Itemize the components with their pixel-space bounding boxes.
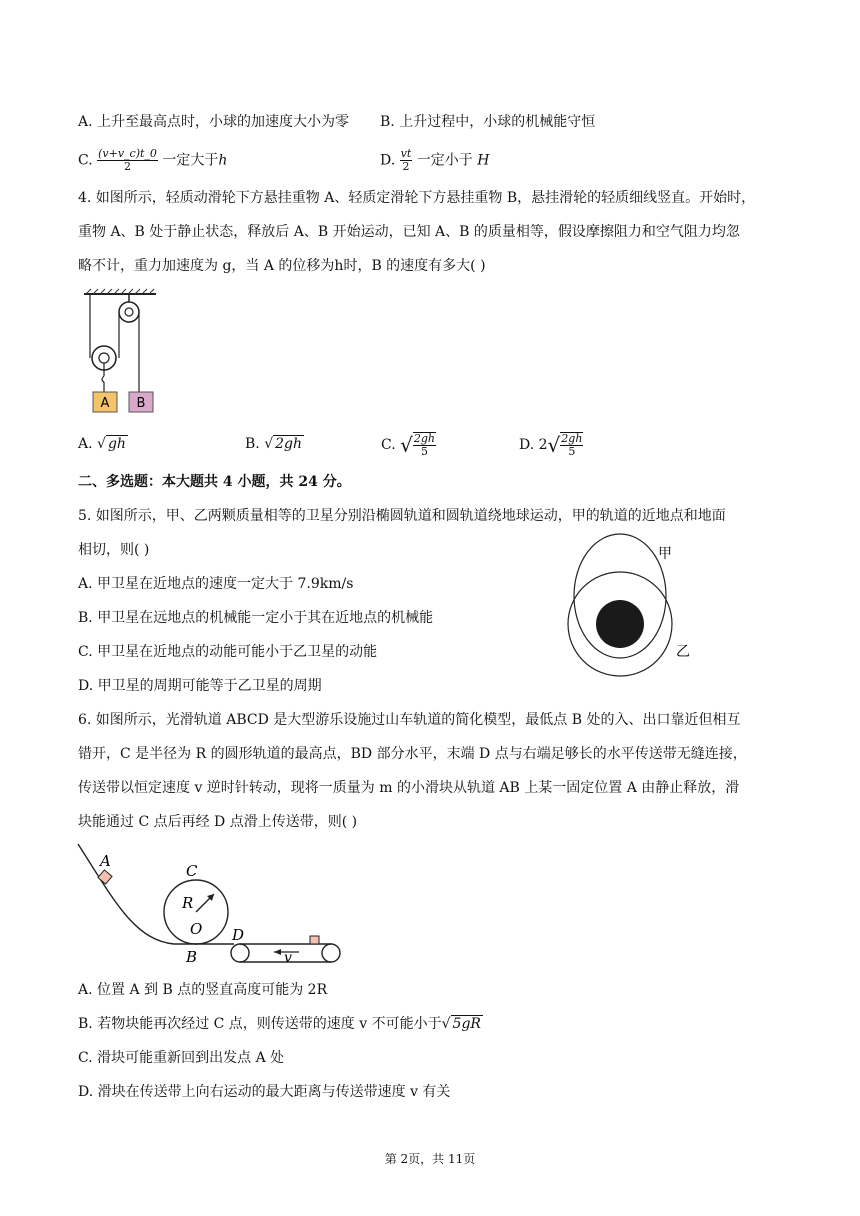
fig-label-d: D [232, 926, 245, 944]
block-b-label: B [136, 396, 146, 411]
q4-option-b-prefix: B. [245, 436, 265, 452]
q6-stem-line4: 块能通过 C 点后再经 D 点滑上传送带，则( ) [78, 814, 358, 830]
q5-stem-line2: 相切，则( ) [78, 542, 150, 558]
label-jia: 甲 [658, 546, 672, 562]
q4-option-d-fraction [560, 432, 583, 458]
q3-option-d-prefix: D. [380, 152, 400, 169]
q6-stem-line2: 错开，C 是半径为 R 的圆形轨道的最高点，BD 部分水平，末端 D 点与右端足够长的水平传送带无缝连接， [78, 746, 747, 762]
q4-stem-line1: 4. 如图所示，轻质动滑轮下方悬挂重物 A、轻质定滑轮下方悬挂重物 B，悬挂滑轮的轻质细线竖直。开始时， [78, 190, 756, 206]
roller-coaster-diagram [74, 840, 354, 970]
q6-option-b-text: B. 若物块能再次经过 C 点，则传送带的速度 v 不可能小于 [78, 1016, 442, 1032]
q4-option-c-prefix: C. [381, 437, 401, 453]
fig-label-a: A [100, 852, 111, 870]
label-yi: 乙 [676, 644, 690, 660]
fig-label-v: v [284, 950, 292, 966]
q4-option-b [245, 434, 304, 454]
page-footer: 第 2页，共 11页 [384, 1152, 476, 1166]
q3-option-a: A. 上升至最高点时，小球的加速度大小为零 [78, 114, 350, 130]
q3-option-c-numerator: (v+v_c)t_0 [98, 147, 157, 160]
q4-option-c-fraction [413, 432, 436, 458]
orbit-diagram [560, 530, 710, 680]
q3-option-b: B. 上升过程中，小球的机械能守恒 [380, 114, 596, 130]
q4-option-d-prefix: D. 2 [519, 437, 548, 453]
q4-option-d-denominator: 5 [568, 445, 576, 458]
q5-stem-line1: 5. 如图所示，甲、乙两颗质量相等的卫星分别沿椭圆轨道和圆轨道绕地球运动，甲的轨道的近地点和地面 [78, 508, 726, 524]
q5-option-d: D. 甲卫星的周期可能等于乙卫星的周期 [78, 678, 322, 694]
fig-label-r: R [182, 894, 194, 912]
sqrt-symbol: √ [441, 1016, 451, 1032]
q3-option-d-var: H [477, 152, 490, 169]
q6-option-b-radicand: 5gR [452, 1016, 481, 1032]
q5-option-c: C. 甲卫星在近地点的动能可能小于乙卫星的动能 [78, 644, 378, 660]
sqrt-symbol: √ [264, 436, 274, 452]
q4-stem-line3: 略不计，重力加速度为 g，当 A 的位移为h时，B 的速度有多大( ) [78, 258, 486, 274]
q3-option-c-fraction [97, 148, 158, 173]
q6-option-d: D. 滑块在传送带上向右运动的最大距离与传送带速度 v 有关 [78, 1084, 451, 1100]
q3-option-c-var: h [218, 152, 228, 169]
q3-option-c-prefix: C. [78, 152, 98, 169]
q3-option-d-suffix: 一定小于 [416, 152, 478, 169]
sqrt-symbol: √ [400, 433, 413, 457]
fig-label-o: O [190, 920, 203, 938]
q4-option-c-numerator: 2gh [413, 432, 435, 445]
q5-option-a: A. 甲卫星在近地点的速度一定大于 7.9km/s [78, 576, 354, 592]
q3-option-c [78, 148, 227, 173]
q3-option-c-denominator: 2 [124, 160, 132, 173]
q6-option-a: A. 位置 A 到 B 点的竖直高度可能为 2R [78, 982, 328, 998]
q4-option-d [519, 432, 583, 458]
q6-stem-line1: 6. 如图所示，光滑轨道 ABCD 是大型游乐设施过山车轨道的简化模型，最低点 B 处的入、出口靠近但相互 [78, 712, 741, 728]
q3-option-d-numerator: vt [400, 147, 412, 160]
sqrt-symbol: √ [97, 436, 106, 452]
pulley-diagram [82, 288, 162, 416]
fig-label-c: C [186, 862, 198, 880]
q4-option-c-denominator: 5 [420, 445, 428, 458]
sqrt-symbol: √ [547, 433, 561, 457]
q4-option-c [381, 432, 436, 458]
q3-option-c-suffix: 一定大于 [162, 152, 219, 169]
q4-option-a-prefix: A. [78, 436, 98, 452]
q4-option-a-radicand: gh [107, 436, 126, 452]
earth-icon [596, 600, 644, 648]
q3-option-d [380, 148, 489, 173]
q3-option-d-fraction [400, 148, 413, 173]
q4-option-b-radicand: 2gh [275, 436, 303, 452]
q4-option-d-numerator: 2gh [561, 432, 583, 445]
section-heading: 二、多选题：本大题共 4 小题，共 24 分。 [78, 474, 351, 490]
fig-label-b: B [186, 948, 198, 966]
q6-option-b [78, 1014, 483, 1034]
q5-option-b: B. 甲卫星在远地点的机械能一定小于其在近地点的机械能 [78, 610, 434, 626]
q3-option-d-denominator: 2 [402, 160, 410, 173]
q4-option-a [78, 434, 128, 454]
q6-stem-line3: 传送带以恒定速度 v 逆时针转动，现将一质量为 m 的小滑块从轨道 AB 上某一固定位置 A 由静止释放，滑 [78, 780, 740, 796]
block-a-label: A [100, 396, 110, 411]
q6-option-c: C. 滑块可能重新回到出发点 A 处 [78, 1050, 285, 1066]
q4-stem-line2: 重物 A、B 处于静止状态，释放后 A、B 开始运动，已知 A、B 的质量相等，假设摩擦阻力和空气阻力均忽 [78, 224, 740, 240]
